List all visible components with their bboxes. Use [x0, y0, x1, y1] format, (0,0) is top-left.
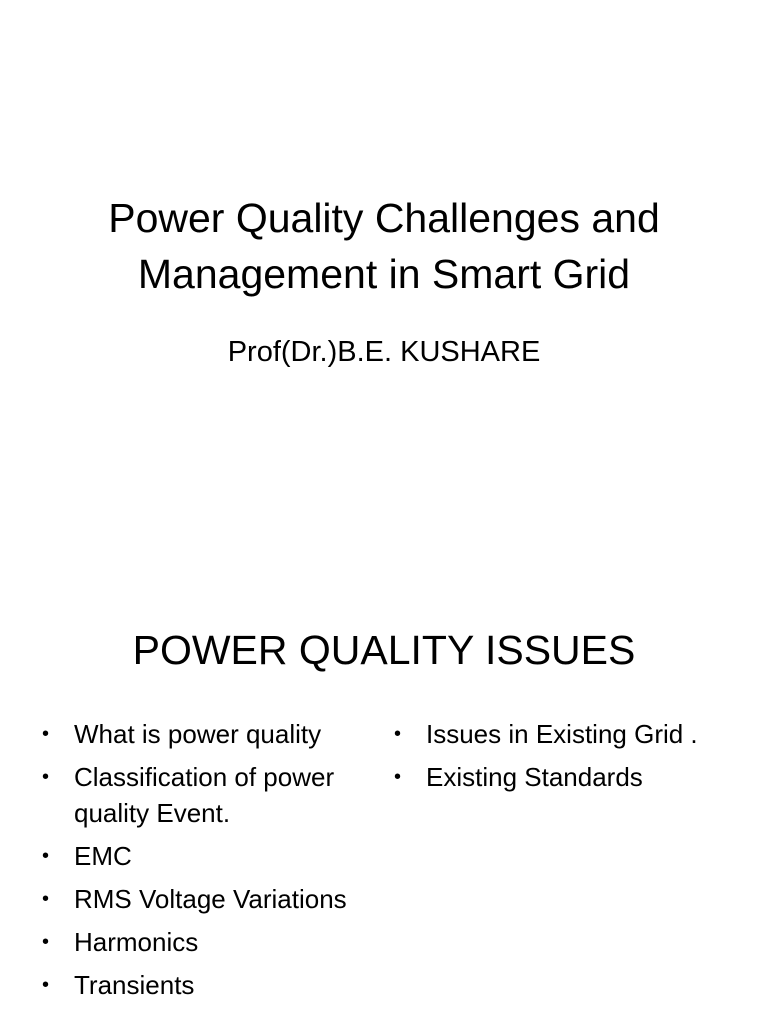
bullet-icon: •	[42, 723, 50, 745]
list-item	[42, 838, 382, 874]
bullet-icon: •	[42, 888, 50, 910]
list-item-text: Existing Standards	[426, 762, 643, 792]
bullet-icon: •	[42, 931, 50, 953]
list-item	[42, 759, 382, 831]
list-item-text: Classification of power quality Event.	[74, 762, 335, 828]
list-item-text: Issues in Existing Grid .	[426, 719, 698, 749]
list-item	[42, 716, 382, 752]
bullet-icon: •	[394, 766, 402, 788]
list-item-text: What is power quality	[74, 719, 322, 749]
issues-slide	[0, 576, 768, 1024]
list-item-text: EMC	[74, 841, 132, 871]
list-item-text: Transients	[74, 970, 195, 1000]
list-item-text: RMS Voltage Variations	[74, 884, 347, 914]
issues-slide-title: POWER QUALITY ISSUES	[132, 627, 636, 673]
left-bullet-list	[42, 716, 382, 1010]
list-item	[42, 967, 382, 1003]
right-bullet-list	[394, 716, 734, 802]
presentation-author: Prof(Dr.)B.E. KUSHARE	[227, 336, 541, 368]
list-item	[42, 924, 382, 960]
bullet-icon: •	[394, 723, 402, 745]
list-item	[394, 759, 734, 795]
list-item	[394, 716, 734, 752]
presentation-title: Power Quality Challenges and Management in Smart Grid	[108, 195, 660, 297]
bullet-icon: •	[42, 974, 50, 996]
bullet-icon: •	[42, 766, 50, 788]
bullet-icon: •	[42, 845, 50, 867]
list-item	[42, 881, 382, 917]
list-item-text: Harmonics	[74, 927, 199, 957]
